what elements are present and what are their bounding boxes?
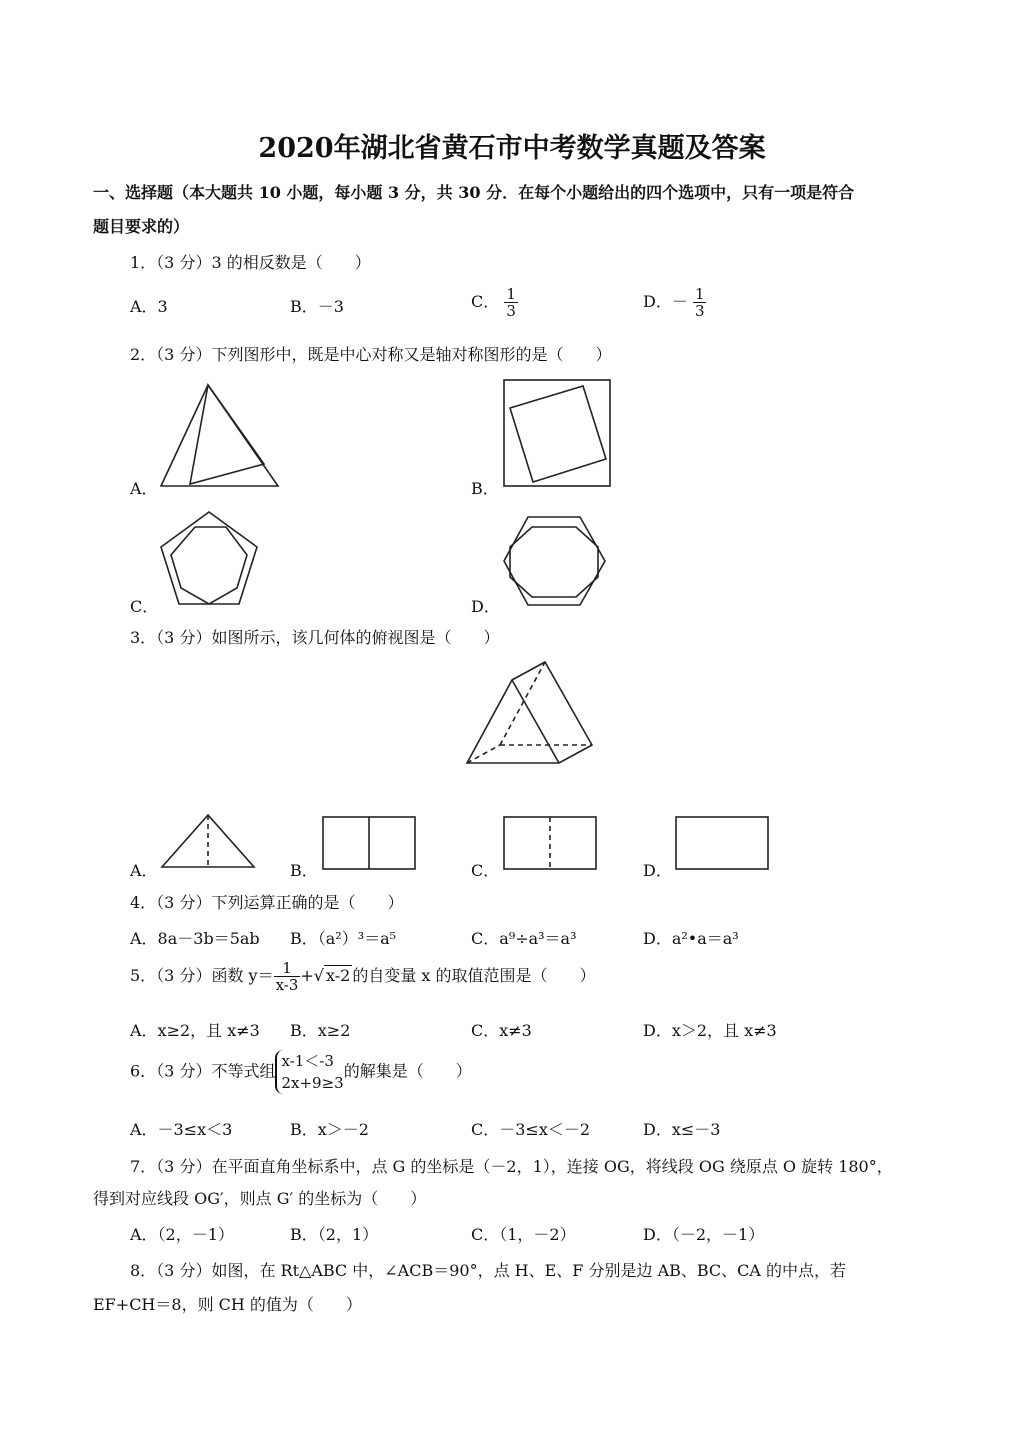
hexagon-figure [502,515,608,609]
sqrt-body: x-2 [326,966,351,985]
q8-stem: 8．（3 分）如图，在 Rt△ABC 中，∠ACB＝90°，点 H、E、F 分别是边 AB、BC、CA 的中点，若 [130,1261,847,1280]
q5-option-c: C．x≠3 [471,1021,532,1040]
q1-option-c-label: C． [471,292,500,311]
q7-stem-cont: 得到对应线段 OG′，则点 G′ 的坐标为（ ） [93,1189,427,1208]
q1-stem: 1．（3 分）3 的相反数是（ ） [130,253,371,272]
inequality-2: 2x+9≥3 [281,1074,344,1092]
q5-option-d: D．x＞2，且 x≠3 [643,1021,777,1040]
q6-stem-pre: 6．（3 分）不等式组 [130,1061,276,1081]
fraction-numerator: 1 [694,285,705,303]
q3-stem: 3．（3 分）如图所示，该几何体的俯视图是（ ） [130,628,500,647]
fraction-numerator: 1 [506,285,516,303]
rectangle-view-solid [321,815,417,871]
fraction [274,960,301,993]
q4-option-c: C．a⁹÷a³＝a³ [471,929,577,948]
q6-option-b: B．x＞－2 [290,1120,369,1139]
fraction [693,286,707,319]
pentagon-figure [159,510,261,608]
fraction [504,286,518,319]
q6-option-a: A．－3≤x＜3 [130,1120,233,1139]
q5-option-b: B．x≥2 [290,1021,351,1040]
q5-stem-pre: 5．（3 分）函数 y＝ [130,966,274,985]
q1-option-d-label: D．－ [643,292,688,311]
q1-option-c [471,286,518,319]
q2-option-c: C． [130,597,159,616]
q7-option-c: C．（1，－2） [471,1225,576,1244]
q1-option-d [643,286,706,319]
triangle-figure [158,380,282,490]
q7-stem: 7．（3 分）在平面直角坐标系中，点 G 的坐标是（－2，1），连接 OG，将线段 OG 绕原点 O 旋转 180°， [130,1157,893,1176]
plus-sign: + [300,966,314,985]
q4-stem: 4．（3 分）下列运算正确的是（ ） [130,893,404,912]
q2-option-b: B． [471,479,499,498]
q8-stem-cont: EF+CH＝8，则 CH 的值为（ ） [93,1295,362,1314]
q4-option-a: A．8a－3b＝5ab [130,929,260,948]
q5-stem [130,960,596,993]
q3-option-a: A． [130,861,158,880]
sqrt-symbol: √ [313,966,324,985]
q3-option-c: C． [471,861,500,880]
inequality-1: x-1＜-3 [281,1052,334,1070]
inequality-system [275,1050,343,1094]
q2-option-a: A． [130,479,158,498]
rectangle-view-dashed [502,815,598,871]
q2-stem: 2．（3 分）下列图形中，既是中心对称又是轴对称图形的是（ ） [130,345,612,364]
page-title: 2020年湖北省黄石市中考数学真题及答案 [258,133,766,164]
q7-option-b: B．（2，1） [290,1225,379,1244]
q5-stem-post: 的自变量 x 的取值范围是（ ） [352,966,596,985]
q1-option-b: B．－3 [290,297,344,316]
fraction-denominator: 3 [694,302,705,320]
q4-option-d: D．a²•a＝a³ [643,929,739,948]
q7-option-d: D．（－2，－1） [643,1225,765,1244]
q3-option-b: B． [290,861,318,880]
q6-stem-post: 的解集是（ ） [343,1061,472,1081]
fraction-numerator: 1 [274,960,301,977]
q5-option-a: A．x≥2，且 x≠3 [130,1021,260,1040]
q4-option-b: B．（a²）³＝a⁵ [290,929,397,948]
fraction-denominator: x-3 [275,976,299,994]
square-figure [502,378,612,488]
q2-option-d: D． [471,597,500,616]
section-heading: 一、选择题（本大题共 10 小题，每小题 3 分，共 30 分．在每个小题给出的四个选项中，只有一项是符合 [93,183,855,202]
q1-option-a: A．3 [130,297,168,316]
q6-stem [130,1050,472,1094]
prism-figure [464,658,596,766]
fraction-denominator: 3 [506,302,516,320]
rectangle-view-plain [674,815,770,871]
section-heading-cont: 题目要求的） [93,217,190,236]
q7-option-a: A．（2，－1） [130,1225,234,1244]
q6-option-c: C．－3≤x＜－2 [471,1120,591,1139]
q6-option-d: D．x≤－3 [643,1120,721,1139]
triangle-view [159,812,257,870]
q3-option-d: D． [643,861,672,880]
